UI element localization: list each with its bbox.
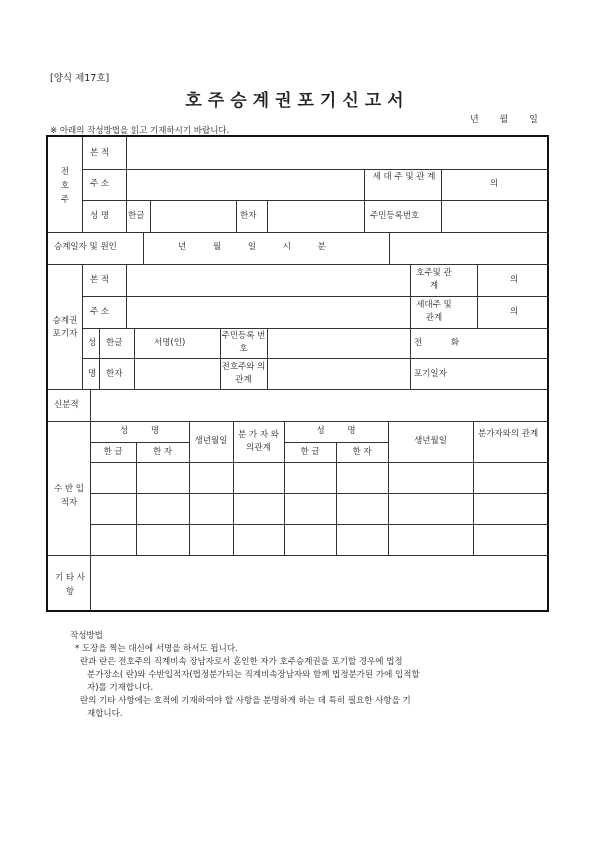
form-number: [양식 제17호]	[50, 73, 110, 84]
rule	[82, 296, 549, 297]
birth-col-header: 생년월일	[194, 436, 228, 446]
name-label: 성 명	[90, 211, 110, 221]
rule	[126, 137, 127, 232]
ui-suffix-2: 의	[510, 275, 519, 285]
rule	[99, 328, 100, 389]
section-prev-hoju-label: 전호주	[60, 167, 70, 205]
rule	[284, 421, 285, 555]
remarks-label: 기 타 사 항	[54, 573, 86, 597]
name-col-header-2: 성 명	[316, 426, 356, 436]
rule	[126, 264, 127, 328]
rule	[48, 389, 549, 390]
rule	[82, 358, 549, 359]
rule	[90, 524, 549, 525]
rule	[477, 264, 478, 328]
report-date: 년 월 일	[470, 115, 538, 125]
hoju-rel-label: 호주및 관 계	[416, 268, 452, 291]
note-line: * 도장을 찍는 대신에 서명을 하셔도 됩니다.	[75, 644, 238, 654]
writing-instructions	[65, 630, 420, 721]
hanja-col-header-2: 한 자	[352, 447, 372, 457]
cohabitant-label: 수 반 입적자	[53, 484, 85, 508]
rule	[267, 200, 268, 232]
name-col-header: 성 명	[119, 426, 160, 436]
rule	[82, 137, 83, 232]
renounce-date-label: 포기일자	[414, 369, 447, 379]
renouncer-hangeul-label: 한글	[106, 338, 123, 348]
rule	[143, 232, 144, 264]
phone-label: 전 화	[414, 338, 460, 348]
rule	[48, 232, 549, 233]
resident-no-2-label: 주민등록 번 호	[221, 331, 266, 354]
ui-suffix-3: 의	[510, 307, 519, 317]
rule	[90, 555, 91, 612]
myeong-label: 명	[88, 369, 97, 379]
page-title: 호주승계권포기신고서	[185, 91, 410, 111]
rule	[267, 328, 268, 389]
succession-date-fields: 년 월 일 시 분	[178, 242, 326, 252]
rule	[389, 232, 390, 264]
notes-heading: 작성방법	[70, 631, 103, 641]
rule	[90, 389, 91, 421]
note-line: 자)를 기재합니다.	[87, 683, 154, 693]
renouncer-label: 승계권 포기자	[52, 316, 78, 339]
reporter-label: 신분적	[54, 400, 79, 410]
rule	[48, 555, 549, 556]
rule	[150, 200, 151, 232]
address-label: 주 소	[90, 179, 110, 189]
note-line: 재합니다.	[87, 709, 123, 719]
rule	[90, 421, 91, 555]
rule	[441, 169, 442, 232]
rule	[336, 442, 337, 555]
report-form-table	[46, 135, 549, 612]
rule	[82, 200, 549, 201]
rule	[82, 328, 549, 329]
hangeul-label: 한글	[128, 211, 145, 221]
rule	[136, 442, 137, 555]
hanja-label: 한자	[240, 211, 257, 221]
rule	[473, 421, 474, 555]
rule	[90, 493, 549, 494]
prev-hoju-rel-label: 전호주와 의 관계	[221, 362, 266, 385]
rule	[82, 169, 549, 170]
note-line: 분가장소( 란)와 수반입적자(법정분가되는 직계비속장남자와 함께 법정분가된 가에 입적할	[87, 670, 420, 680]
hanja-col-header: 한 자	[152, 447, 173, 457]
birth-col-header-2: 생년월일	[414, 436, 447, 446]
rule	[134, 328, 135, 389]
rule	[48, 264, 549, 265]
renouncer-hanja-label: 한자	[106, 369, 123, 379]
resident-no-label: 주민등록번호	[370, 211, 420, 221]
renouncer-address-label: 주 소	[90, 307, 110, 317]
renouncer-hh-rel-label: 세대주 및관계	[416, 300, 452, 323]
rule	[364, 169, 365, 232]
rule	[236, 200, 237, 232]
seong-label: 성	[88, 338, 97, 348]
note-line: 란과 란은 전호주의 직계비속 장남자로서 혼인한 자가 호주승계권을 포기할 경우에 법정	[80, 657, 403, 667]
bonjeok-label: 본 적	[90, 148, 110, 158]
branch-rel-col-header-2: 분가자와의 관계	[478, 429, 539, 439]
ui-suffix: 의	[490, 179, 499, 189]
rule	[410, 264, 411, 389]
seal-label: 서명(인)	[154, 338, 186, 348]
succession-date-label: 승계일자 및 원인	[54, 242, 117, 252]
instruction-note: ※ 아래의 작성방법을 읽고 기재하시기 바랍니다.	[50, 126, 230, 136]
householder-rel-label: 세 대 주 및 관 계	[372, 172, 436, 182]
hangeul-col-header-2: 한 글	[300, 447, 320, 457]
rule	[233, 421, 234, 555]
renouncer-bonjeok-label: 본 적	[90, 275, 110, 285]
hangeul-col-header: 한 글	[103, 447, 123, 457]
rule	[82, 264, 83, 389]
branch-rel-col-header: 분 가 자 와의관계	[238, 430, 279, 453]
note-line: 란의 기타 사항에는 호적에 기재하여야 할 사항을 분명하게 하는 데 특히 필요한 사항을 기	[80, 696, 411, 706]
rule	[90, 462, 549, 463]
rule	[90, 442, 189, 443]
